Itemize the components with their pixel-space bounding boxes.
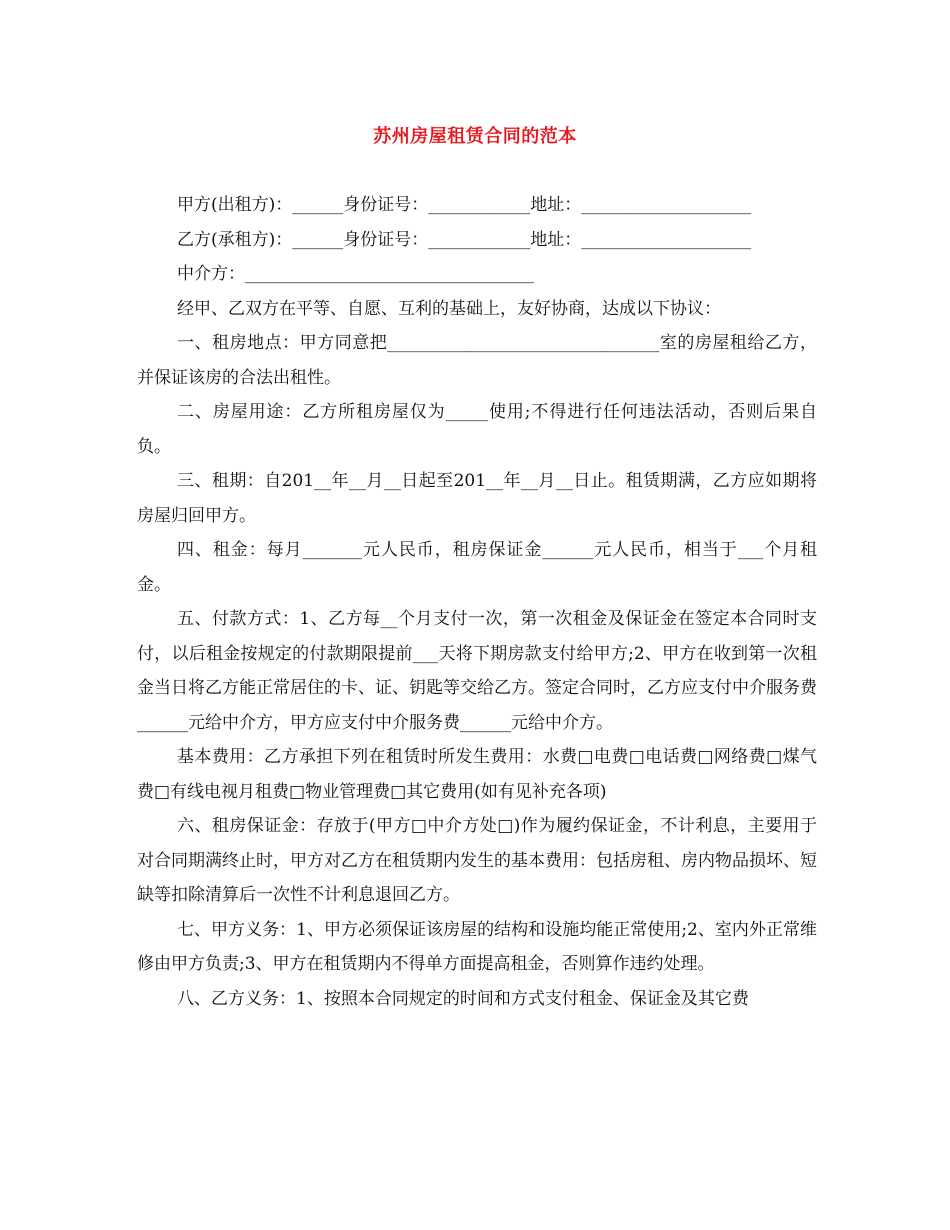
party-a-line: 甲方(出租方)：______身份证号：____________地址：____________________ xyxy=(177,195,752,215)
clause-deposit: 六、租房保证金：存放于(甲方□中介方处□)作为履约保证金，不计利息，主要用于对合同期满终止时，甲方对乙方在租赁期内发生的基本费用：包括房租、房内物品损坏、短缺等扣除清算后一次性不计利息退回乙方。 xyxy=(137,816,817,905)
document-title: 苏州房屋租赁合同的范本 xyxy=(373,126,577,147)
clause-basic-fees: 基本费用：乙方承担下列在租赁时所发生费用：水费□电费□电话费□网络费□煤气费□有线电视月租费□物业管理费□其它费用(如有见补充各项) xyxy=(137,747,817,802)
clause-usage: 二、房屋用途：乙方所租房屋仅为_____使用;不得进行任何违法活动，否则后果自负。 xyxy=(137,402,817,457)
party-b-line: 乙方(承租方)：______身份证号：____________地址：____________________ xyxy=(177,229,752,250)
clause-landlord-duties: 七、甲方义务：1、甲方必须保证该房屋的结构和设施均能正常使用;2、室内外正常维修由甲方负责;3、甲方在租赁期内不得单方面提高租金，否则算作违约处理。 xyxy=(137,919,817,974)
clause-location: 一、租房地点：甲方同意把________________________________室的房屋租给乙方，并保证该房的合法出租性。 xyxy=(137,333,817,388)
clause-tenant-duties: 八、乙方义务：1、按照本合同规定的时间和方式支付租金、保证金及其它费 xyxy=(177,988,749,1009)
clause-term: 三、租期：自201__年__月__日起至201__年__月__日止。租赁期满，乙方应如期将房屋归回甲方。 xyxy=(137,471,817,526)
agent-line: 中介方：__________________________________ xyxy=(177,264,534,284)
document-body xyxy=(137,188,817,1016)
intro-paragraph: 经甲、乙双方在平等、自愿、互利的基础上，友好协商，达成以下协议： xyxy=(177,298,721,319)
clause-payment: 五、付款方式：1、乙方每__个月支付一次，第一次租金及保证金在签定本合同时支付，以后租金按规定的付款期限提前___天将下期房款支付给甲方;2、甲方在收到第一次租金当日将乙方能正常居住的卡、证、钥匙等交给乙方。签定合同时，乙方应支付中介服务费______元给中介方，甲方应支付中介服务费______元给中介方。 xyxy=(137,609,817,733)
clause-rent: 四、租金：每月_______元人民币，租房保证金______元人民币，相当于___个月租金。 xyxy=(137,540,817,595)
